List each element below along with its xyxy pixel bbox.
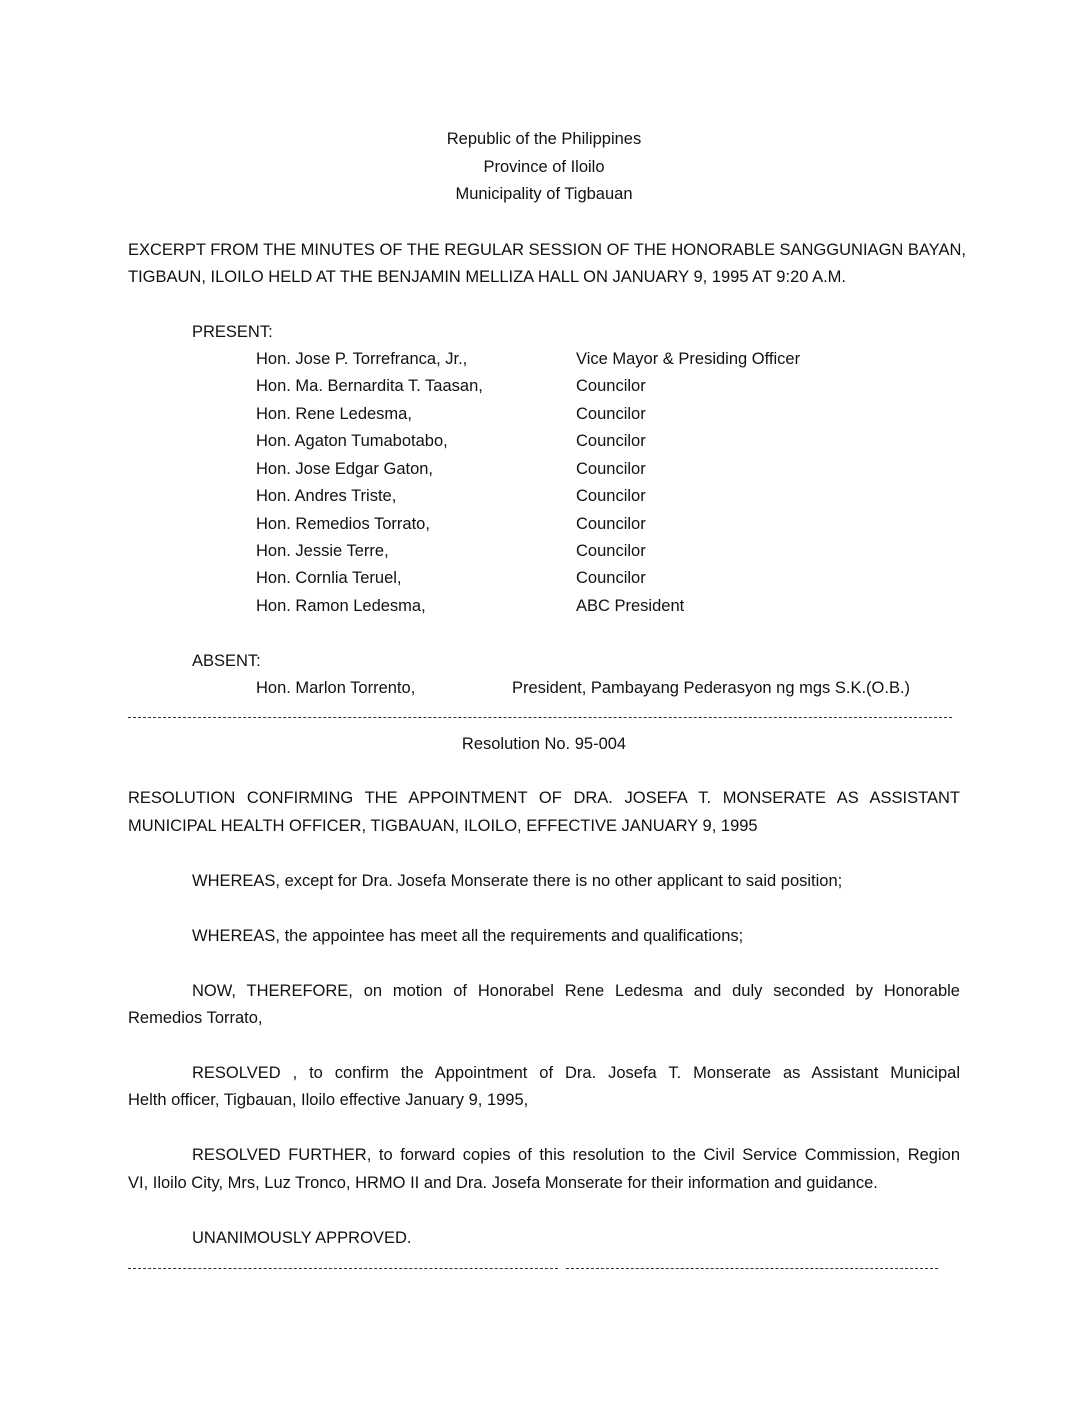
resolution-title-line-1: RESOLUTION CONFIRMING THE APPOINTMENT OF DRA. JOSEFA T. MONSERATE AS ASSISTANT: [128, 789, 960, 807]
member-role: ABC President: [576, 597, 685, 615]
whereas-clause-2: WHEREAS, the appointee has meet all the requirements and qualifications;: [192, 927, 744, 945]
member-name: Hon. Jose Edgar Gaton,: [256, 460, 434, 478]
resolved-line-2: Helth officer, Tigbauan, Iloilo effective January 9, 1995,: [128, 1091, 529, 1109]
whereas-clause-1: WHEREAS, except for Dra. Josefa Monserate there is no other applicant to said position;: [192, 872, 843, 890]
separator-top: [128, 717, 952, 718]
separator-bottom-right: [566, 1268, 938, 1269]
resolved-further-line-2: VI, Iloilo City, Mrs, Luz Tronco, HRMO II and Dra. Josefa Monserate for their information and guidance.: [128, 1174, 878, 1192]
now-therefore-line-1: NOW, THEREFORE, on motion of Honorabel Rene Ledesma and duly seconded by Honorable: [192, 982, 960, 1000]
absent-member-name: Hon. Marlon Torrento,: [256, 679, 416, 697]
present-label: PRESENT:: [192, 323, 273, 341]
resolution-title-line-2: MUNICIPAL HEALTH OFFICER, TIGBAUAN, ILOILO, EFFECTIVE JANUARY 9, 1995: [128, 817, 758, 835]
resolved-further-line-1: RESOLVED FURTHER, to forward copies of this resolution to the Civil Service Commission, Region: [192, 1146, 960, 1164]
member-name: Hon. Andres Triste,: [256, 487, 397, 505]
member-role: Councilor: [576, 487, 646, 505]
member-name: Hon. Ma. Bernardita T. Taasan,: [256, 377, 483, 395]
member-name: Hon. Ramon Ledesma,: [256, 597, 426, 615]
member-role: Councilor: [576, 377, 646, 395]
member-name: Hon. Rene Ledesma,: [256, 405, 412, 423]
member-role: Councilor: [576, 569, 646, 587]
absent-member-role: President, Pambayang Pederasyon ng mgs S.K.(O.B.): [512, 679, 911, 697]
resolution-number: Resolution No. 95-004: [461, 735, 627, 753]
header-municipality: Municipality of Tigbauan: [455, 185, 633, 203]
header-province: Province of Iloilo: [483, 158, 605, 176]
excerpt-line-2: TIGBAUN, ILOILO HELD AT THE BENJAMIN MELLIZA HALL ON JANUARY 9, 1995 AT 9:20 A.M.: [128, 268, 847, 286]
header-republic: Republic of the Philippines: [446, 130, 642, 148]
member-role: Councilor: [576, 515, 646, 533]
now-therefore-line-2: Remedios Torrato,: [128, 1009, 263, 1027]
member-name: Hon. Agaton Tumabotabo,: [256, 432, 448, 450]
member-name: Hon. Jose P. Torrefranca, Jr.,: [256, 350, 468, 368]
member-name: Hon. Remedios Torrato,: [256, 515, 430, 533]
member-name: Hon. Jessie Terre,: [256, 542, 389, 560]
member-role: Councilor: [576, 405, 646, 423]
member-role: Councilor: [576, 542, 646, 560]
unanimously-approved: UNANIMOUSLY APPROVED.: [192, 1229, 412, 1247]
member-name: Hon. Cornlia Teruel,: [256, 569, 402, 587]
member-role: Councilor: [576, 432, 646, 450]
excerpt-line-1: EXCERPT FROM THE MINUTES OF THE REGULAR SESSION OF THE HONORABLE SANGGUNIAGN BAYAN,: [128, 241, 966, 259]
member-role: Councilor: [576, 460, 646, 478]
member-role: Vice Mayor & Presiding Officer: [576, 350, 801, 368]
separator-bottom-left: [128, 1268, 558, 1269]
resolved-line-1: RESOLVED , to confirm the Appointment of Dra. Josefa T. Monserate as Assistant Municipal: [192, 1064, 960, 1082]
absent-label: ABSENT:: [192, 652, 261, 670]
